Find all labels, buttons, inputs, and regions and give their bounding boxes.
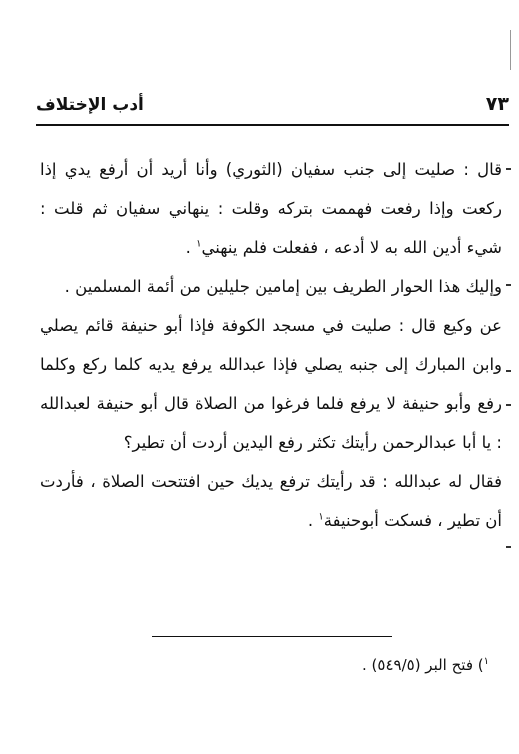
paragraph-1-tail: . [185, 238, 197, 257]
footnote-ref-2: ١ [318, 511, 324, 523]
margin-mark [506, 546, 511, 548]
margin-mark [506, 168, 511, 170]
paragraph-4 [40, 462, 502, 540]
paragraph-4-tail: . [307, 511, 319, 530]
paragraph-4-text: فقال له عبدالله : قد رأيتك ترفع يديك حين افتتحت الصلاة ، فأردت أن تطير ، فسكت أبوحنيفة [40, 472, 502, 530]
main-text [40, 150, 502, 540]
paragraph-1-text: قال : صليت إلى جنب سفيان (الثوري) وأنا أريد أن أرفع يدي إذا ركعت وإذا رفعت فهممت بتركه وقلت : ينهاني سفيان ثم قلت : شيء أدين الله به لا أدعه ، ففعلت فلم ينهني [40, 160, 502, 257]
footnote-text: فتح البر (٥٤٩/٥) . [362, 656, 473, 674]
margin-mark [506, 284, 511, 286]
header-rule [36, 124, 509, 126]
margin-mark [506, 404, 511, 406]
book-title: أدب الإختلاف [36, 95, 144, 115]
paragraph-3-text: عن وكيع قال : صليت في مسجد الكوفة فإذا أبو حنيفة قائم يصلي وابن المبارك إلى جنبه يصلي فإذا عبدالله يرفع يديه كلما ركع وكلما رفع وأبو حنيفة لا يرفع فلما فرغوا من الصلاة قال أبو حنيفة لعبدالله : يا أبا عبدالرحمن رأيتك تكثر رفع اليدين أردت أن تطير؟ [40, 316, 502, 452]
paragraph-1 [40, 150, 502, 267]
paragraph-3 [40, 306, 502, 462]
page-edge-shadow [510, 30, 519, 70]
footnote-number: ١ [483, 656, 489, 667]
footnote: $^١$) فتح البر (٥٤٩/٥) . [362, 656, 489, 674]
page-number: ٧٣ [485, 93, 509, 115]
paragraph-2 [40, 267, 502, 306]
running-header [36, 95, 509, 123]
paragraph-2-text: وإليك هذا الحوار الطريف بين إمامين جليلين من أئمة المسلمين . [64, 277, 502, 296]
footnote-ref-1: ١ [196, 238, 202, 250]
footnote-separator [152, 636, 392, 637]
margin-mark [506, 370, 511, 372]
